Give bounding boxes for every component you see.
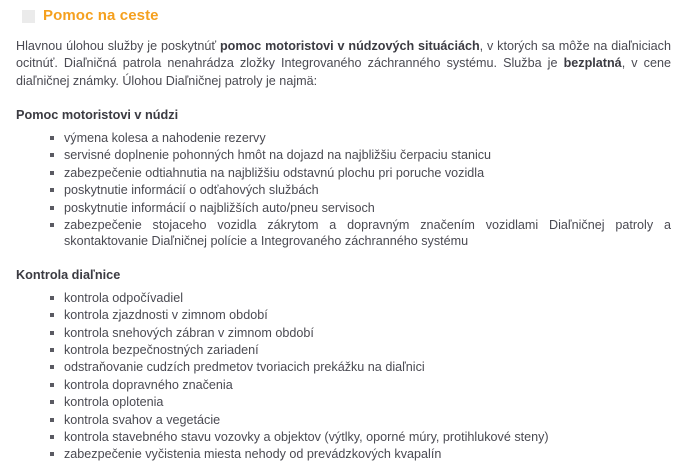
list-item: zabezpečenie vyčistenia miesta nehody od prevádzkových kvapalín (50, 446, 671, 462)
list-kontrola-dialnice (16, 290, 671, 463)
page-header (0, 0, 679, 27)
list-item: kontrola zjazdnosti v zimnom období (50, 307, 671, 323)
list-item: kontrola bezpečnostných zariadení (50, 342, 671, 358)
list-item: kontrola odpočívadiel (50, 290, 671, 306)
list-item: kontrola snehových zábran v zimnom období (50, 325, 671, 341)
section-heading-pomoc-motoristovi: Pomoc motoristovi v núdzi (16, 107, 179, 122)
section-heading-kontrola-dialnice: Kontrola diaľnice (16, 267, 121, 282)
intro-text-part-1: Hlavnou úlohou služby je poskytnúť (16, 39, 220, 53)
list-item: kontrola stavebného stavu vozovky a objektov (výtlky, oporné múry, protihlukové steny) (50, 429, 671, 445)
list-item: zabezpečenie odtiahnutia na najbližšiu odstavnú plochu pri poruche vozidla (50, 165, 671, 181)
list-item: odstraňovanie cudzích predmetov tvoriacich prekážku na diaľnici (50, 359, 671, 375)
list-item: servisné doplnenie pohonných hmôt na dojazd na najbližšiu čerpaciu stanicu (50, 147, 671, 163)
list-item: výmena kolesa a nahodenie rezervy (50, 130, 671, 146)
intro-text-part-3: , v cene diaľničnej známky. Úlohou Diaľničnej patroly je najmä: (16, 56, 671, 88)
list-item: kontrola oplotenia (50, 394, 671, 410)
intro-paragraph (16, 38, 671, 90)
page-title: Pomoc na ceste (43, 7, 159, 24)
list-item: zabezpečenie stojaceho vozidla zákrytom a dopravným značením vozidlami Diaľničnej patroly a skontaktovanie Diaľničnej polície a Integrovaného záchranného systému (50, 217, 671, 250)
intro-bold-2: bezplatná (563, 56, 622, 71)
list-pomoc-motoristovi (16, 130, 671, 250)
list-item: kontrola dopravného značenia (50, 377, 671, 393)
square-bullet-icon (22, 10, 35, 23)
list-item: poskytnutie informácií o najbližších auto/pneu servisoch (50, 200, 671, 216)
list-item: poskytnutie informácií o odťahových službách (50, 182, 671, 198)
intro-text-part-2: , v ktorých sa môže na diaľniciach ocitnúť. Diaľničná patrola nenahrádza zložky Integrovaného záchranného systému. Služba je (16, 39, 671, 71)
intro-bold-1: pomoc motoristovi v núdzových situáciách (219, 39, 480, 53)
list-item: kontrola svahov a vegetácie (50, 412, 671, 428)
